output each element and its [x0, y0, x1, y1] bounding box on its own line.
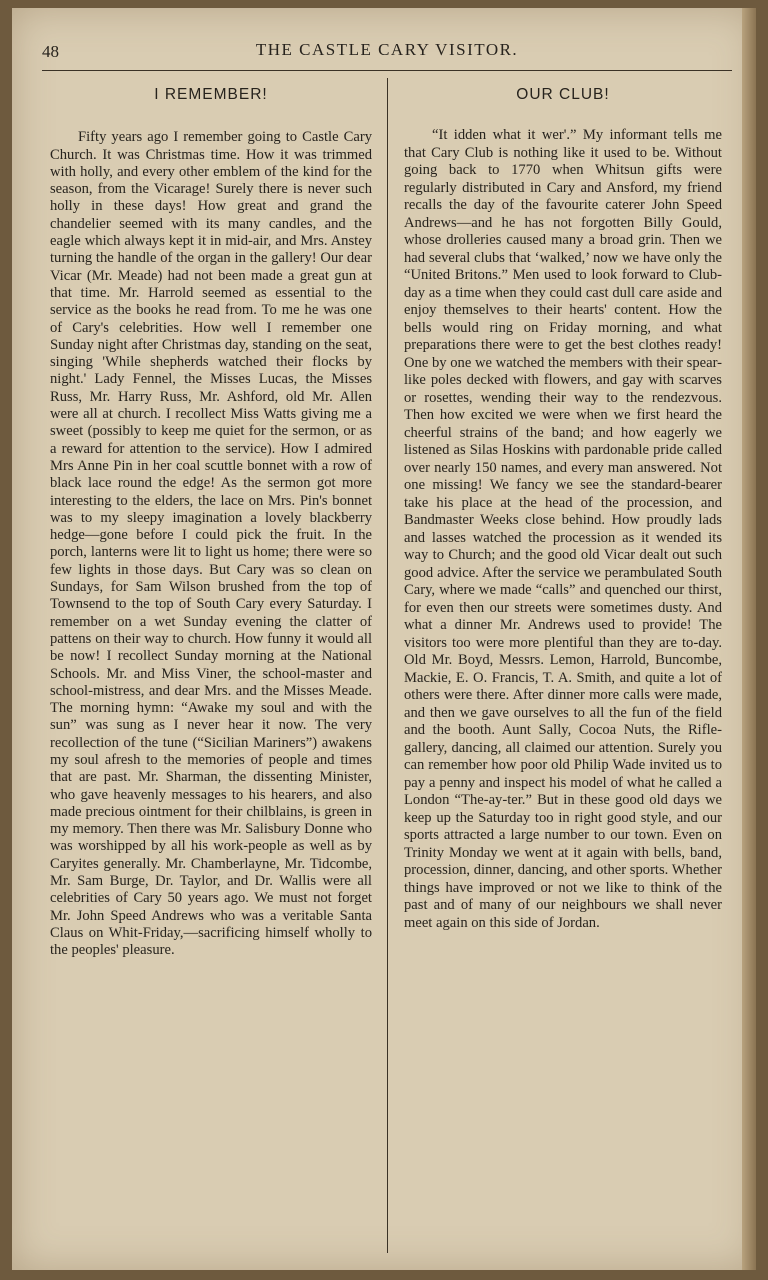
- header-rule: [42, 70, 732, 71]
- article-body: Fifty years ago I remember going to Castle Cary Church. It was Christmas time. How it was trimmed with holly, and every other emblem of the kind for the season, from the Vicarage! Surely there is never such holly in these days! How great and grand the chandelier seemed with its many candles, and the eagle which always kept it in mid-air, and Mrs. Anstey turning the handle of the organ in the gallery! Our dear Vicar (Mr. Meade) had not been made a great gun at that time. Mr. Harrold seemed as essential to the service as the books he read from. To me he was one of Cary's celebrities. How well I remember one Sunday night after Christmas day, standing on the seat, singing 'While shepherds watched their flocks by night.' Lady Fennel, the Misses Lucas, the Misses Russ, Mr. Harry Russ, Mr. Ashford, old Mr. Allen were all at church. I recollect Miss Watts giving me a sweet (possibly to keep me quiet for the sermon, or as a reward for attention to the service). How I admired Mrs Anne Pin in her coal scuttle bonnet with a row of black lace round the edge! As the sermon got more interesting to the elders, the lace on Mrs. Pin's bonnet was to my sleepy imagination a lovely blackberry hedge—gone before I could pick the fruit. In the porch, lanterns were lit to light us home; there were so few lights in those days. But Cary was so clean on Sundays, for Sam Wilson brushed from the top of Townsend to the top of South Cary every Saturday. I remember on a wet Sunday evening the clatter of pattens on their way to church. How funny it would all be now! I recollect Sunday morning at the National Schools. Mr. and Miss Viner, the school-master and school-mistress, and dear Mrs. and the Misses Meade. The morning hymn: “Awake my soul and with the sun” was sung as I never hear it now. The very recollection of the tune (“Sicilian Mariners”) awakens my soul afresh to the memories of people and times that are past. Mr. Sharman, the dissenting Minister, who gave heavenly messages to his hearers, and also made precious ointment for their chilblains, is green in my memory. Then there was Mr. Salisbury Donne who was worshipped by all his work-people as well as by Caryites generally. Mr. Chamberlayne, Mr. Tidcombe, Mr. Sam Burge, Dr. Taylor, and Dr. Wallis were all celebrities of Cary 50 years ago. We must not forget Mr. John Speed Andrews who was a veritable Santa Claus on Whit-Friday,—sacrificing himself wholly to the peoples' pleasure.: [50, 129, 372, 959]
- article-i-remember: [50, 80, 372, 960]
- magazine-page: [12, 8, 756, 1270]
- article-body: “It idden what it wer'.” My informant tells me that Cary Club is nothing like it used to be. Without going back to 1770 when Whitsun gifts were regularly distributed in Cary and Ansford, my friend recalls the day of the favourite caterer John Speed Andrews—and he has not forgotten Billy Gould, whose drolleries caused many a broad grin. Then we had several clubs that ‘walked,’ now we have only the “United Britons.” Men used to look forward to Club-day as a time when they could cast dull care aside and enjoy themselves to their hearts' content. How the bells would ring on Friday morning, and what preparations there were to get the best clothes ready! One by one we watched the members with their spear-like poles decked with flowers, and gay with scarves or rosettes, wending their way to the rendezvous. Then how excited we were when we first heard the cheerful strains of the band; and how eagerly we listened as Silas Hoskins with pardonable pride called over nearly 150 names, and every man answered. Not one missing! We fancy we see the standard-bearer take his place at the head of the procession, and Bandmaster Weeks close behind. How proudly lads and lasses watched the procession as it wended its way to Church; and the good old Vicar dealt out such good advice. After the service we perambulated South Cary, where we made “calls” and quenched our thirst, for even then our streets were sometimes dusty. And what a dinner Mr. Andrews used to provide! The visitors too were more plentiful than they are to-day. Old Mr. Boyd, Messrs. Lemon, Harrold, Buncombe, Mackie, E. O. Francis, T. A. Smith, and quite a lot of others were there. After dinner more calls were made, and then we gave ourselves to all the fun of the field and the booth. Aunt Sally, Cocoa Nuts, the Rifle-gallery, dancing, all claimed our attention. Surely you can remember how poor old Philip Wade invited us to pay a penny and inspect his model of what he called a London “The-ay-ter.” But in these good old days we keep up the Saturday too in right good style, and our sports attracted a large number to our town. Even on Trinity Monday we went at it again with bells, band, procession, dinner, dancing, and other sports. Whether things have improved or not we like to think of the past and of many of our neighbours we shall never meet again on this side of Jordan.: [404, 127, 722, 931]
- page-binding-edge: [742, 8, 756, 1270]
- page-number: 48: [42, 42, 59, 61]
- article-heading: OUR CLUB!: [516, 86, 610, 103]
- page-header: [42, 34, 732, 64]
- article-heading: I REMEMBER!: [154, 86, 268, 103]
- publication-title: THE CASTLE CARY VISITOR.: [255, 40, 519, 59]
- column-divider: [387, 78, 388, 1253]
- article-our-club: [404, 80, 722, 932]
